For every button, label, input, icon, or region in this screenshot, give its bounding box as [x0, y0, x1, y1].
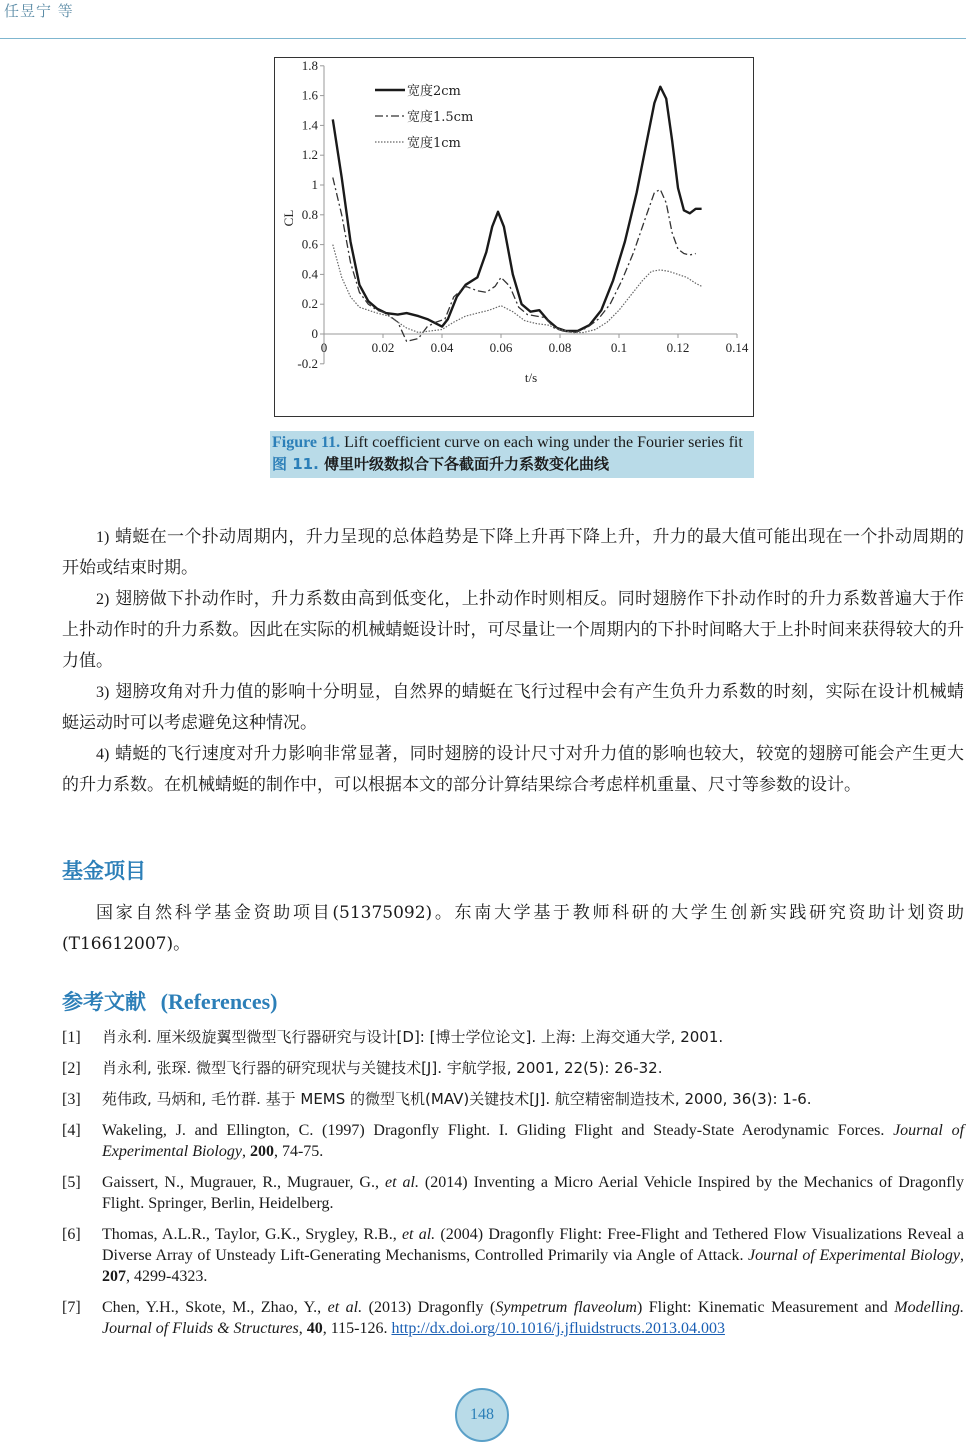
- x-tick-label: 0.04: [430, 340, 454, 355]
- reference-text-rest2: ) Flight: Kinematic Measurement and: [636, 1299, 895, 1316]
- x-tick-label: 0.06: [489, 340, 513, 355]
- y-tick-label: 1.2: [301, 147, 318, 163]
- reference-etal: et al.: [384, 1174, 419, 1191]
- funding-section: [62, 898, 964, 960]
- reference-number: [4]: [62, 1122, 81, 1139]
- funding-heading: 基金项目: [62, 859, 146, 883]
- reference-text-rest: (2014) Inventing a Micro Aerial Vehicle Inspired by the Mechanics of Dragonfly Flight. Springer, Berlin, Heidelberg.: [102, 1174, 965, 1212]
- x-axis-title: t/s: [524, 370, 538, 385]
- running-head-authors: 任昱宁 等: [4, 2, 74, 20]
- y-tick-label: 1.6: [301, 87, 318, 103]
- conclusion-item-2: [62, 584, 964, 677]
- reference-text: Gaissert, N., Mugrauer, R., Mugrauer, G.,: [102, 1174, 385, 1191]
- reference-text-rest: (2004) Dragonfly Flight: Free-Flight and Tethered Flow Visualizations Reveal a Diverse Array of Unsteady Lift-Generating Mechanisms, Controlled Primarily via Angle of Attack.: [102, 1226, 965, 1264]
- reference-text: 苑伟政, 马炳和, 毛竹群. 基于 MEMS 的微型飞机(MAV)关键技术[J]. 航空精密制造技术, 2000, 36(3): 1-6.: [102, 1090, 812, 1108]
- reference-etal: et al.: [401, 1226, 436, 1243]
- reference-text-rest: (2013) Dragonfly (: [362, 1299, 496, 1316]
- reference-list: [62, 1027, 964, 1349]
- reference-text: Wakeling, J. and Ellington, C. (1997) Dragonfly Flight. I. Gliding Flight and Steady-State Aerodynamic Forces.: [102, 1122, 894, 1139]
- conclusion-list: [62, 522, 964, 801]
- page-header: [0, 0, 966, 40]
- y-tick-label: 0.8: [301, 206, 318, 222]
- y-tick-label: 1: [311, 177, 318, 192]
- reference-journal: Journal of Experimental Biology: [748, 1247, 960, 1264]
- y-axis-title: CL: [281, 209, 296, 227]
- reference-volume: 207: [102, 1268, 126, 1285]
- reference-number: [6]: [62, 1226, 81, 1243]
- item-number: 1): [96, 529, 110, 546]
- y-tick-label: 0: [311, 326, 318, 341]
- reference-pages: , 115-126.: [322, 1320, 392, 1337]
- caption-en-label: Figure 11.: [272, 434, 341, 451]
- reference-pages: , 4299-4323.: [126, 1268, 208, 1285]
- caption-zh-text: 傅里叶级数拟合下各截面升力系数变化曲线: [318, 455, 610, 473]
- reference-text: Chen, Y.H., Skote, M., Zhao, Y.,: [102, 1299, 328, 1316]
- reference-text: Thomas, A.L.R., Taylor, G.K., Srygley, R.B.,: [102, 1226, 402, 1243]
- y-tick-label: 1.8: [301, 58, 318, 73]
- header-rule: [0, 38, 966, 39]
- reference-number: [1]: [62, 1029, 81, 1046]
- conclusion-item-1: [62, 522, 964, 584]
- reference-sep: ,: [298, 1320, 307, 1337]
- references-heading: [62, 986, 277, 1016]
- reference-journal: Modelling. Journal of Fluids & Structures: [102, 1299, 965, 1337]
- item-text: 翅膀做下扑动作时，升力系数由高到低变化，上扑动作时则相反。同时翅膀作下扑动作时的升力系数普遍大于作上扑动作时的升力系数。因此在实际的机械蜻蜓设计时，可尽量让一个周期内的下扑时间略大于上扑时间来获得较大的升力值。: [62, 589, 964, 671]
- reference-journal: Journal of Experimental Biology: [102, 1122, 965, 1160]
- legend-label: 宽度2cm: [407, 84, 461, 99]
- figure-caption: [270, 431, 754, 478]
- x-tick-label: 0.14: [725, 340, 749, 355]
- legend-label: 宽度1.5cm: [407, 110, 474, 125]
- item-number: 3): [96, 684, 110, 701]
- references-title-en: (References): [160, 989, 278, 1014]
- reference-volume: 200: [249, 1143, 274, 1160]
- funding-text: 国家自然科学基金资助项目(51375092)。东南大学基于教师科研的大学生创新实践研究资助计划资助(T16612007)。: [62, 903, 964, 954]
- y-tick-label: -0.2: [297, 355, 318, 371]
- reference-item: [62, 1058, 964, 1079]
- x-tick-label: 0.08: [548, 340, 572, 355]
- y-tick-label: 1.4: [301, 117, 318, 133]
- reference-text: 肖永利, 张琛. 微型飞行器的研究现状与关键技术[J]. 宇航学报, 2001, 22(5): 26-32.: [102, 1059, 663, 1077]
- reference-pages: , 74-75.: [273, 1143, 324, 1160]
- y-tick-label: 0.6: [301, 236, 318, 252]
- reference-item: [6] Thomas, A.L.R., Taylor, G.K., Srygley, R.B., et al. (2004) Dragonfly Flight: Free-Flight and Tethered Flow Visualizations Reveal a Diverse Array of Unsteady Lift-Generating Mechanisms, Controlled Primarily via Angle of Attack. Journal of Experimental Biology, 207, 4299-4323.: [62, 1226, 965, 1285]
- series-line-solid: [333, 87, 702, 331]
- reference-item: [4] Wakeling, J. and Ellington, C. (1997) Dragonfly Flight. I. Gliding Flight and Steady-State Aerodynamic Forces. Journal of Experimental Biology, 200, 74-75.: [62, 1122, 965, 1160]
- reference-text: 肖永利. 厘米级旋翼型微型飞行器研究与设计[D]: [博士学位论文]. 上海: 上海交通大学, 2001.: [102, 1028, 724, 1046]
- reference-species: Sympetrum flaveolum: [495, 1299, 637, 1316]
- x-tick-label: 0.02: [371, 340, 395, 355]
- conclusion-item-4: [62, 739, 964, 801]
- figure-11: [274, 57, 754, 417]
- caption-en-text: Lift coefficient curve on each wing under the Fourier series fit: [340, 434, 743, 451]
- x-tick-label: 0: [320, 340, 328, 355]
- series-line-dashdot: [333, 178, 696, 342]
- reference-number: [2]: [62, 1060, 81, 1077]
- reference-number: [3]: [62, 1091, 81, 1108]
- caption-zh: [272, 453, 751, 475]
- y-tick-label: 0.4: [301, 266, 318, 282]
- caption-zh-label: 图 11.: [272, 455, 319, 473]
- item-number: 4): [96, 746, 110, 763]
- reference-number: [7]: [62, 1299, 81, 1316]
- reference-item: [62, 1089, 964, 1110]
- y-tick-label: 0.2: [301, 296, 318, 312]
- x-tick-label: 0.12: [666, 340, 690, 355]
- reference-item: [62, 1297, 964, 1339]
- item-number: 2): [96, 591, 110, 608]
- reference-volume: 40: [306, 1320, 323, 1337]
- item-text: 翅膀攻角对升力值的影响十分明显，自然界的蜻蜓在飞行过程中会有产生负升力系数的时刻，实际在设计机械蜻蜓运动时可以考虑避免这种情况。: [62, 682, 964, 733]
- legend-label: 宽度1cm: [407, 136, 461, 151]
- conclusion-item-3: [62, 677, 964, 739]
- caption-en: [272, 433, 751, 453]
- reference-etal: et al.: [327, 1299, 363, 1316]
- lift-coefficient-chart: [275, 58, 753, 416]
- reference-item: [62, 1172, 964, 1214]
- reference-doi-link[interactable]: http://dx.doi.org/10.1016/j.jfluidstructs.2013.04.003: [391, 1320, 725, 1337]
- reference-number: [5]: [62, 1174, 81, 1191]
- x-tick-label: 0.1: [610, 340, 628, 355]
- reference-item: [62, 1027, 964, 1048]
- item-text: 蜻蜓在一个扑动周期内，升力呈现的总体趋势是下降上升再下降上升，升力的最大值可能出现在一个扑动周期的开始或结束时期。: [62, 527, 964, 578]
- item-text: 蜻蜓的飞行速度对升力影响非常显著，同时翅膀的设计尺寸对升力值的影响也较大，较宽的翅膀可能会产生更大的升力系数。在机械蜻蜓的制作中，可以根据本文的部分计算结果综合考虑样机重量、尺寸等参数的设计。: [62, 744, 964, 795]
- page-number: 148: [455, 1388, 509, 1442]
- references-title-zh: 参考文献: [62, 990, 146, 1014]
